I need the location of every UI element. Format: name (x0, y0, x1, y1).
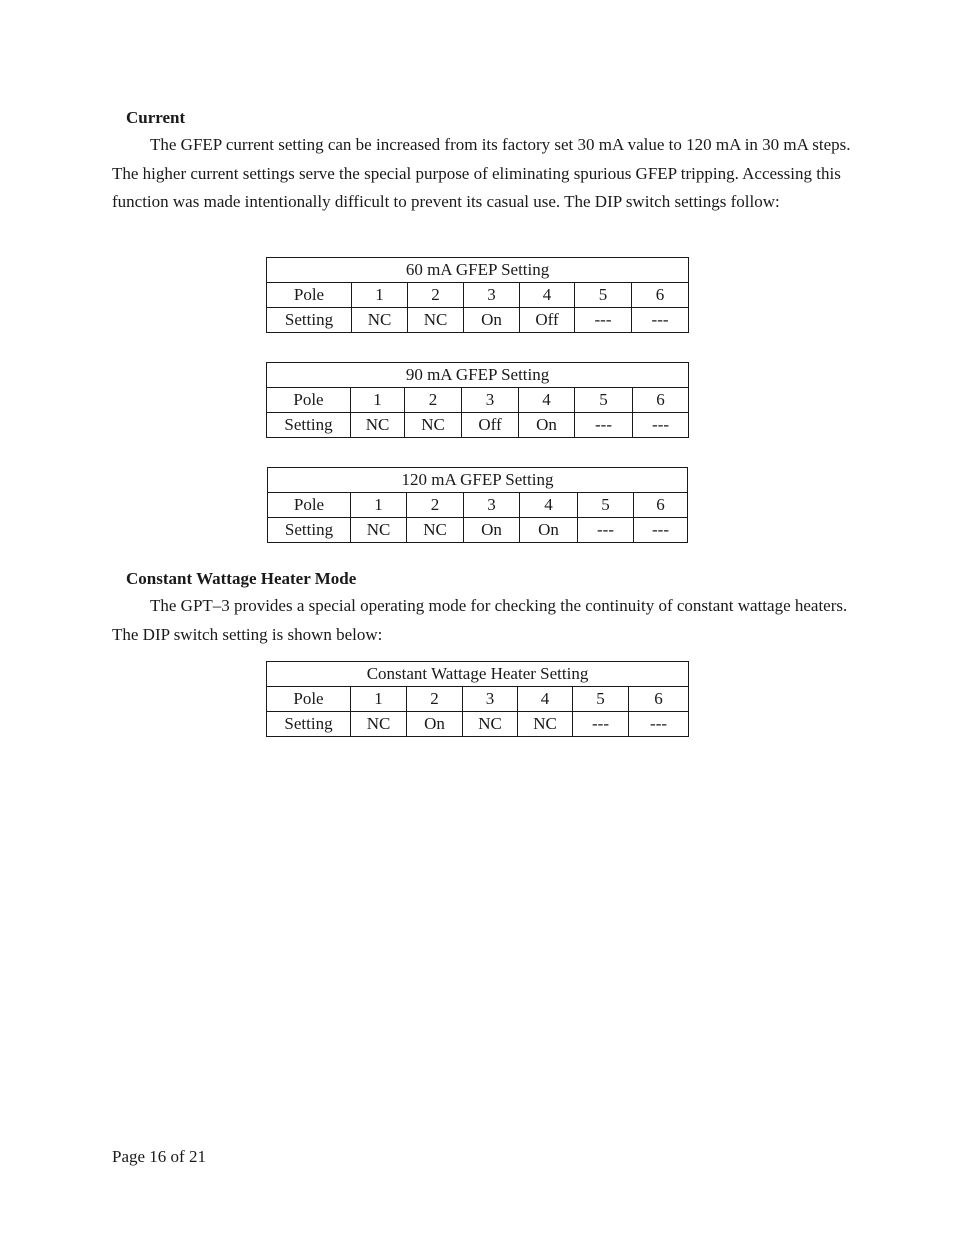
row-label: Pole (267, 283, 352, 308)
table-row-setting (267, 308, 689, 333)
pole-cell: 4 (520, 493, 578, 518)
pole-cell: 5 (578, 493, 634, 518)
setting-cell: Off (520, 308, 575, 333)
pole-cell: 2 (408, 283, 464, 308)
pole-cell: 4 (518, 687, 573, 712)
pole-cell: 5 (573, 687, 629, 712)
table-row-pole (267, 283, 689, 308)
page-number: Page 16 of 21 (112, 1147, 206, 1166)
section-heading-constant-wattage: Constant Wattage Heater Mode (126, 569, 357, 588)
pole-cell: 2 (407, 687, 463, 712)
setting-cell: Off (462, 413, 519, 438)
pole-cell: 1 (351, 388, 405, 413)
pole-cell: 3 (464, 283, 520, 308)
dip-table-60ma (266, 257, 689, 333)
row-label: Setting (267, 712, 351, 737)
pole-cell: 1 (352, 283, 408, 308)
setting-cell: NC (351, 712, 407, 737)
pole-cell: 1 (351, 687, 407, 712)
setting-cell: --- (632, 308, 689, 333)
table-title: 60 mA GFEP Setting (267, 258, 689, 283)
setting-cell: NC (407, 518, 464, 543)
pole-cell: 6 (629, 687, 689, 712)
setting-cell: NC (405, 413, 462, 438)
row-label: Pole (267, 687, 351, 712)
setting-cell: On (464, 308, 520, 333)
pole-cell: 3 (462, 388, 519, 413)
pole-cell: 2 (407, 493, 464, 518)
setting-cell: --- (575, 308, 632, 333)
section-paragraph-constant-wattage: The GPT–3 provides a special operating mode for checking the continuity of constant wattage heaters. The DIP switch setting is shown below: (112, 596, 848, 644)
dip-table-120ma (267, 467, 688, 543)
setting-cell: --- (575, 413, 633, 438)
setting-cell: NC (351, 413, 405, 438)
pole-cell: 3 (464, 493, 520, 518)
row-label: Pole (267, 388, 351, 413)
dip-table-90ma (266, 362, 689, 438)
pole-cell: 6 (632, 283, 689, 308)
row-label: Setting (268, 518, 351, 543)
setting-cell: --- (634, 518, 688, 543)
pole-cell: 6 (633, 388, 689, 413)
setting-cell: NC (352, 308, 408, 333)
pole-cell: 6 (634, 493, 688, 518)
pole-cell: 4 (520, 283, 575, 308)
table-title: 120 mA GFEP Setting (268, 468, 688, 493)
pole-cell: 5 (575, 283, 632, 308)
pole-cell: 3 (463, 687, 518, 712)
table-title: 90 mA GFEP Setting (267, 363, 689, 388)
table-title: Constant Wattage Heater Setting (267, 662, 689, 687)
table-row-setting (268, 518, 688, 543)
table-row-setting (267, 413, 689, 438)
setting-cell: On (519, 413, 575, 438)
setting-cell: On (520, 518, 578, 543)
setting-cell: --- (633, 413, 689, 438)
dip-table-constant-wattage (266, 661, 689, 737)
table-row-pole (267, 388, 689, 413)
row-label: Setting (267, 413, 351, 438)
setting-cell: On (464, 518, 520, 543)
section-paragraph-current: The GFEP current setting can be increased from its factory set 30 mA value to 120 mA in 30 mA steps. The higher current settings serve the special purpose of eliminating spurious GFEP tripping. Accessing this function was made intentionally difficult to prevent its casual use. The DIP switch settings follow: (112, 135, 851, 211)
setting-cell: NC (518, 712, 573, 737)
setting-cell: --- (578, 518, 634, 543)
setting-cell: NC (463, 712, 518, 737)
setting-cell: --- (629, 712, 689, 737)
pole-cell: 5 (575, 388, 633, 413)
setting-cell: On (407, 712, 463, 737)
row-label: Setting (267, 308, 352, 333)
setting-cell: NC (408, 308, 464, 333)
setting-cell: NC (351, 518, 407, 543)
table-row-setting (267, 712, 689, 737)
pole-cell: 4 (519, 388, 575, 413)
section-heading-current: Current (126, 108, 186, 127)
table-row-pole (268, 493, 688, 518)
pole-cell: 2 (405, 388, 462, 413)
pole-cell: 1 (351, 493, 407, 518)
setting-cell: --- (573, 712, 629, 737)
row-label: Pole (268, 493, 351, 518)
table-row-pole (267, 687, 689, 712)
